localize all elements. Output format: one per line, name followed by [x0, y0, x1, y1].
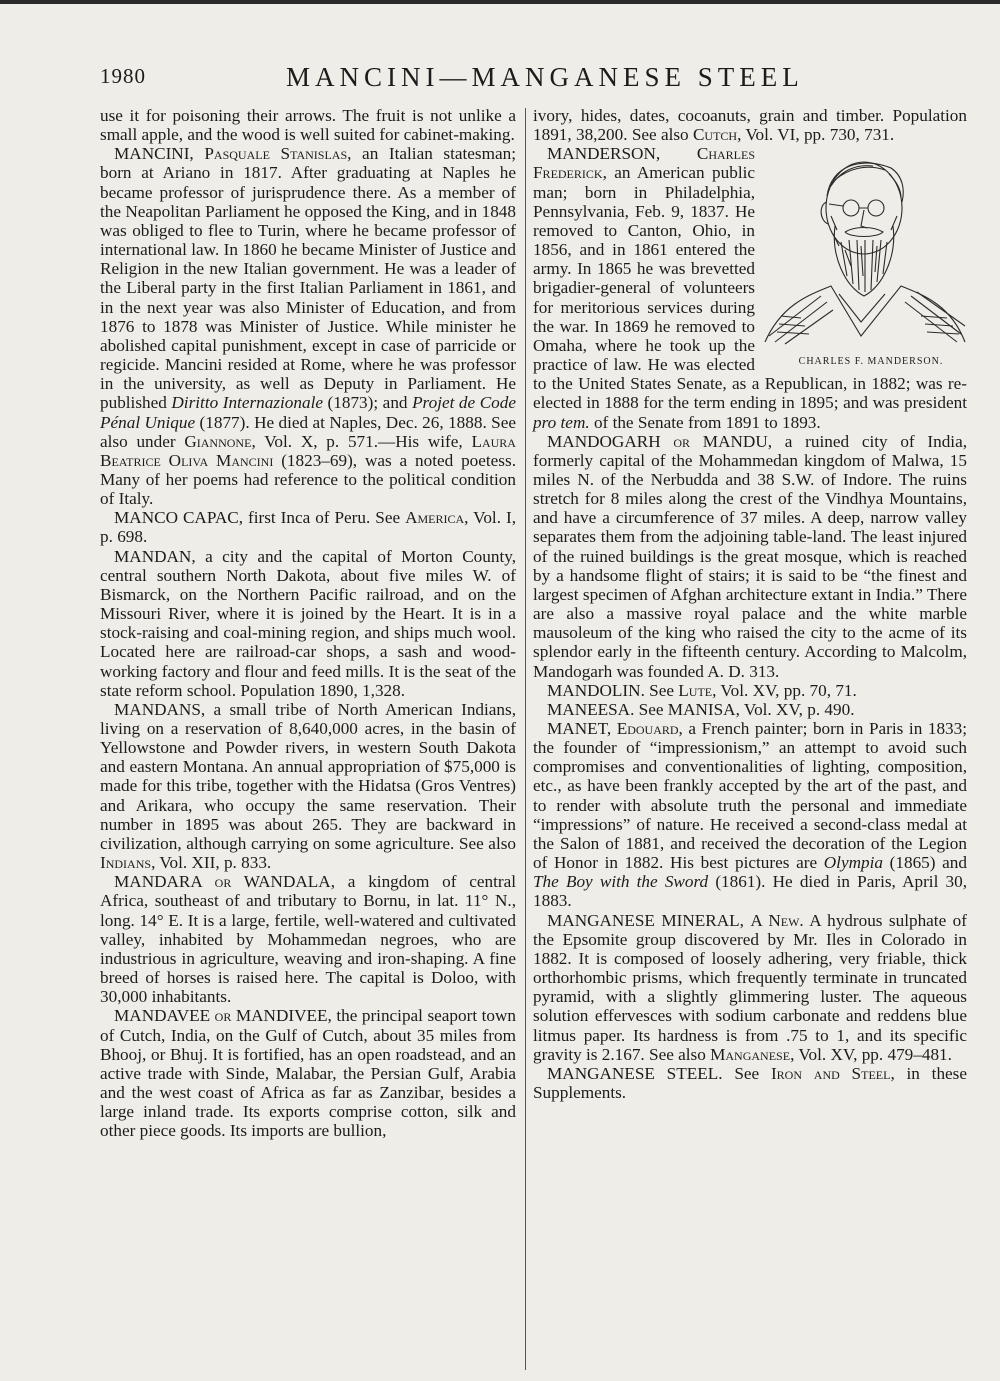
cross-reference: Manganese — [710, 1044, 791, 1064]
running-title: MANCINI—MANGANESE STEEL — [286, 62, 804, 92]
headword: MANGANESE MINERAL, — [547, 910, 751, 930]
headword: MANET, — [547, 719, 617, 738]
cross-reference: Giannone — [184, 431, 252, 451]
entry-mandavee: MANDAVEE or MANDIVEE, the principal seaport town of Cutch, India, on the Gulf of Cutch, about 35 miles from Bhooj, or Bhuj. It is fortified, has an open roadstead, and an active trade with Sinde, Malabar, the Persian Gulf, Arabia and the west coast of Africa as far as Zanzibar, besides a large inland trade. Its exports comprise cotton, silk and other piece goods. Its imports are bullion, — [100, 1006, 517, 1141]
headword: MANDAVEE — [114, 1006, 215, 1026]
headword: MANDANS — [114, 699, 201, 719]
entry-mancini: MANCINI, Pasquale Stanislas, an Italian statesman; born at Ariano in 1817. After graduating at Naples he became professor of jurisprudence there. As a member of the Neapolitan Parliament he opposed the King, and in 1848 was obliged to flee to Turin, where he became professor of international law. In 1860 he became Minister of Justice and Religion in the new Italian government. He was a leader of the Liberal party in the first Italian Parliament in 1861, and in the next year was also Minister of Education, and from 1876 to 1878 was Minister of Justice. While minister he abolished capital punishment, except in case of parricide or regicide. Mancini resided at Rome, where he was professor in the university, as well as Deputy in Parliament. He published Diritto Internazionale (1873); and Projet de Code Pénal Unique (1877). He died at Naples, Dec. 26, 1888. See also under Giannone, Vol. X, p. 571.—His wife, Laura Beatrice Oliva Mancini (1823–69), was a noted poetess. Many of her poems had reference to the political condition of Italy. — [100, 144, 516, 509]
page-header — [100, 62, 968, 96]
entry-manco-capac: MANCO CAPAC, first Inca of Peru. See America, Vol. I, p. 698. — [100, 508, 516, 547]
headword: MANDERSON, — [547, 144, 697, 164]
entry-manderson: CHARLES F. MANDERSON. MANDERSON, Charles Frederick, an American public man; born in Philadelphia, Pennsylvania, Feb. 9, 1837. He removed to Canton, Ohio, in 1856, and in 1861 entered the army. In 1865 he was brevetted brigadier-general of volunteers for meritorious services during the war. In 1869 he removed to Omaha, where he took up the practice of law. He was elected to the United States Senate, as a Republican, in 1882; was re-elected in 1888 for the term ending in 1895; and was president pro tem. of the Senate from 1891 to 1893. — [533, 144, 967, 432]
headword: MANDARA — [114, 872, 215, 892]
headword: MANGANESE STEEL — [547, 1063, 719, 1083]
entry-manganese-steel: MANGANESE STEEL. See Iron and Steel, in these Supplements. — [533, 1063, 968, 1102]
entry-mandolin: MANDOLIN. See Lute, Vol. XV, pp. 70, 71. — [547, 680, 857, 700]
left-column — [100, 106, 516, 1140]
headword: MANCO CAPAC — [114, 508, 239, 528]
portrait-caption: CHARLES F. MANDERSON. — [798, 356, 944, 368]
column-divider — [525, 108, 526, 1370]
right-column — [533, 106, 967, 1102]
headword: MANDU — [690, 431, 768, 451]
cross-reference: Cutch — [692, 125, 738, 145]
entry-maneesa: MANEESA. See MANISA, Vol. XV, p. 490. — [547, 699, 855, 719]
entry-manganese-mineral: MANGANESE MINERAL, A New. A hydrous sulphate of the Epsomite group discovered by Mr. Iles in Colorado in 1882. It is composed of loosely adhering, very friable, thick orthorhombic prisms, which frequently terminate in truncated pyramid, with a slightly glimmering luster. The aqueous solution effervesces with sodium carbonate and reddens blue litmus paper. Its hardness is from .75 to 1, and its specific gravity is 2.167. See also Manganese, Vol. XV, pp. 479–481. — [533, 910, 967, 1064]
cross-reference: Indians — [100, 853, 152, 873]
headword: MANDOGARH — [547, 431, 674, 451]
entry-continuation: ivory, hides, dates, cocoanuts, grain and timber. Population 1891, 38,200. See also Cutch, Vol. VI, pp. 730, 731. — [533, 106, 967, 145]
headword: MANDIVEE — [231, 1006, 328, 1026]
entry-mandans: MANDANS, a small tribe of North American Indians, living on a reservation of 8,640,000 acres, in the basin of Yellowstone and Powder rivers, in western South Dakota and eastern Montana. An annual appropriation of $75,000 is made for this tribe, together with the Hidatsa (Gros Ventres) and Arikara, who occupy the same reservation. Their number in 1895 was about 265. They are backward in civilization, although carrying on some agriculture. See also Indians, Vol. XII, p. 833. — [100, 699, 516, 873]
page-number: 1980 — [100, 64, 146, 88]
cross-reference: Lute — [678, 680, 713, 700]
cross-reference: America — [405, 508, 465, 528]
manderson-portrait — [761, 146, 967, 366]
page-top-edge — [0, 0, 1000, 4]
headword: MANCINI, — [114, 144, 205, 164]
headword: MANDAN — [114, 546, 192, 566]
headword: MANEESA — [547, 699, 631, 719]
entry-manet: MANET, Edouard, a French painter; born in Paris in 1833; the founder of “impressionism,” an attempt to avoid such compromises and conventionalities of lighting, composition, etc., as have been frankly accepted by the art of the past, and to render with absolute truth the personal and immediate “impressions” of nature. He received a second-class medal at the Salon of 1881, and received the decoration of the Legion of Honor in 1882. His best pictures are Olympia (1865) and The Boy with the Sword (1861). He died in Paris, April 30, 1883. — [533, 719, 968, 911]
entry-mandogarh: MANDOGARH or MANDU, a ruined city of India, formerly capital of the Mohammedan kingdom of Malwa, 15 miles N. of the Nerbudda and 38 S.W. of Indore. The ruins stretch for 8 miles along the crest of the Vindhya Mountains, and have a circumference of 37 miles. A deep, narrow valley separates them from the adjoining table-land. The least injured of the ruined buildings is the great mosque, which is reached by a handsome flight of stairs; it is said to be “the finest and largest specimen of Afghan architecture extant in India.” There are also a massive royal palace and the white marble mausoleum of the king who raised the city to the acme of its splendor early in the fifteenth century. According to Malcolm, Mandogarh was founded A. D. 313. — [533, 431, 968, 681]
headword: MANDOLIN — [547, 680, 641, 700]
headword: WANDALA — [231, 872, 331, 892]
portrait-engraving — [761, 146, 967, 350]
entry-continuation: use it for poisoning their arrows. The fruit is not unlike a small apple, and the wood is well suited for cabinet-making. — [100, 106, 516, 145]
cross-reference: Iron and Steel — [770, 1063, 891, 1083]
entry-mandara: MANDARA or WANDALA, a kingdom of central Africa, southeast of and tributary to Bornu, in lat. 11° N., long. 14° E. It is a large, fertile, well-watered and cultivated valley, inhabited by Mohammedan negroes, who are industrious in agriculture, weaving and iron-shaping. A fine breed of horses is raised here. The capital is Doloo, with 30,000 inhabitants. — [100, 872, 516, 1007]
entry-mandan: MANDAN, a city and the capital of Morton County, central southern North Dakota, about five miles W. of Bismarck, on the Northern Pacific railroad, and on the Missouri River, where it is joined by the Heart. It is in a stock-raising and coal-mining region, and ships much wool. Located here are railroad-car shops, a sash and wood-working factory and flour and feed mills. It is the seat of the state reform school. Population 1890, 1,328. — [100, 546, 516, 700]
